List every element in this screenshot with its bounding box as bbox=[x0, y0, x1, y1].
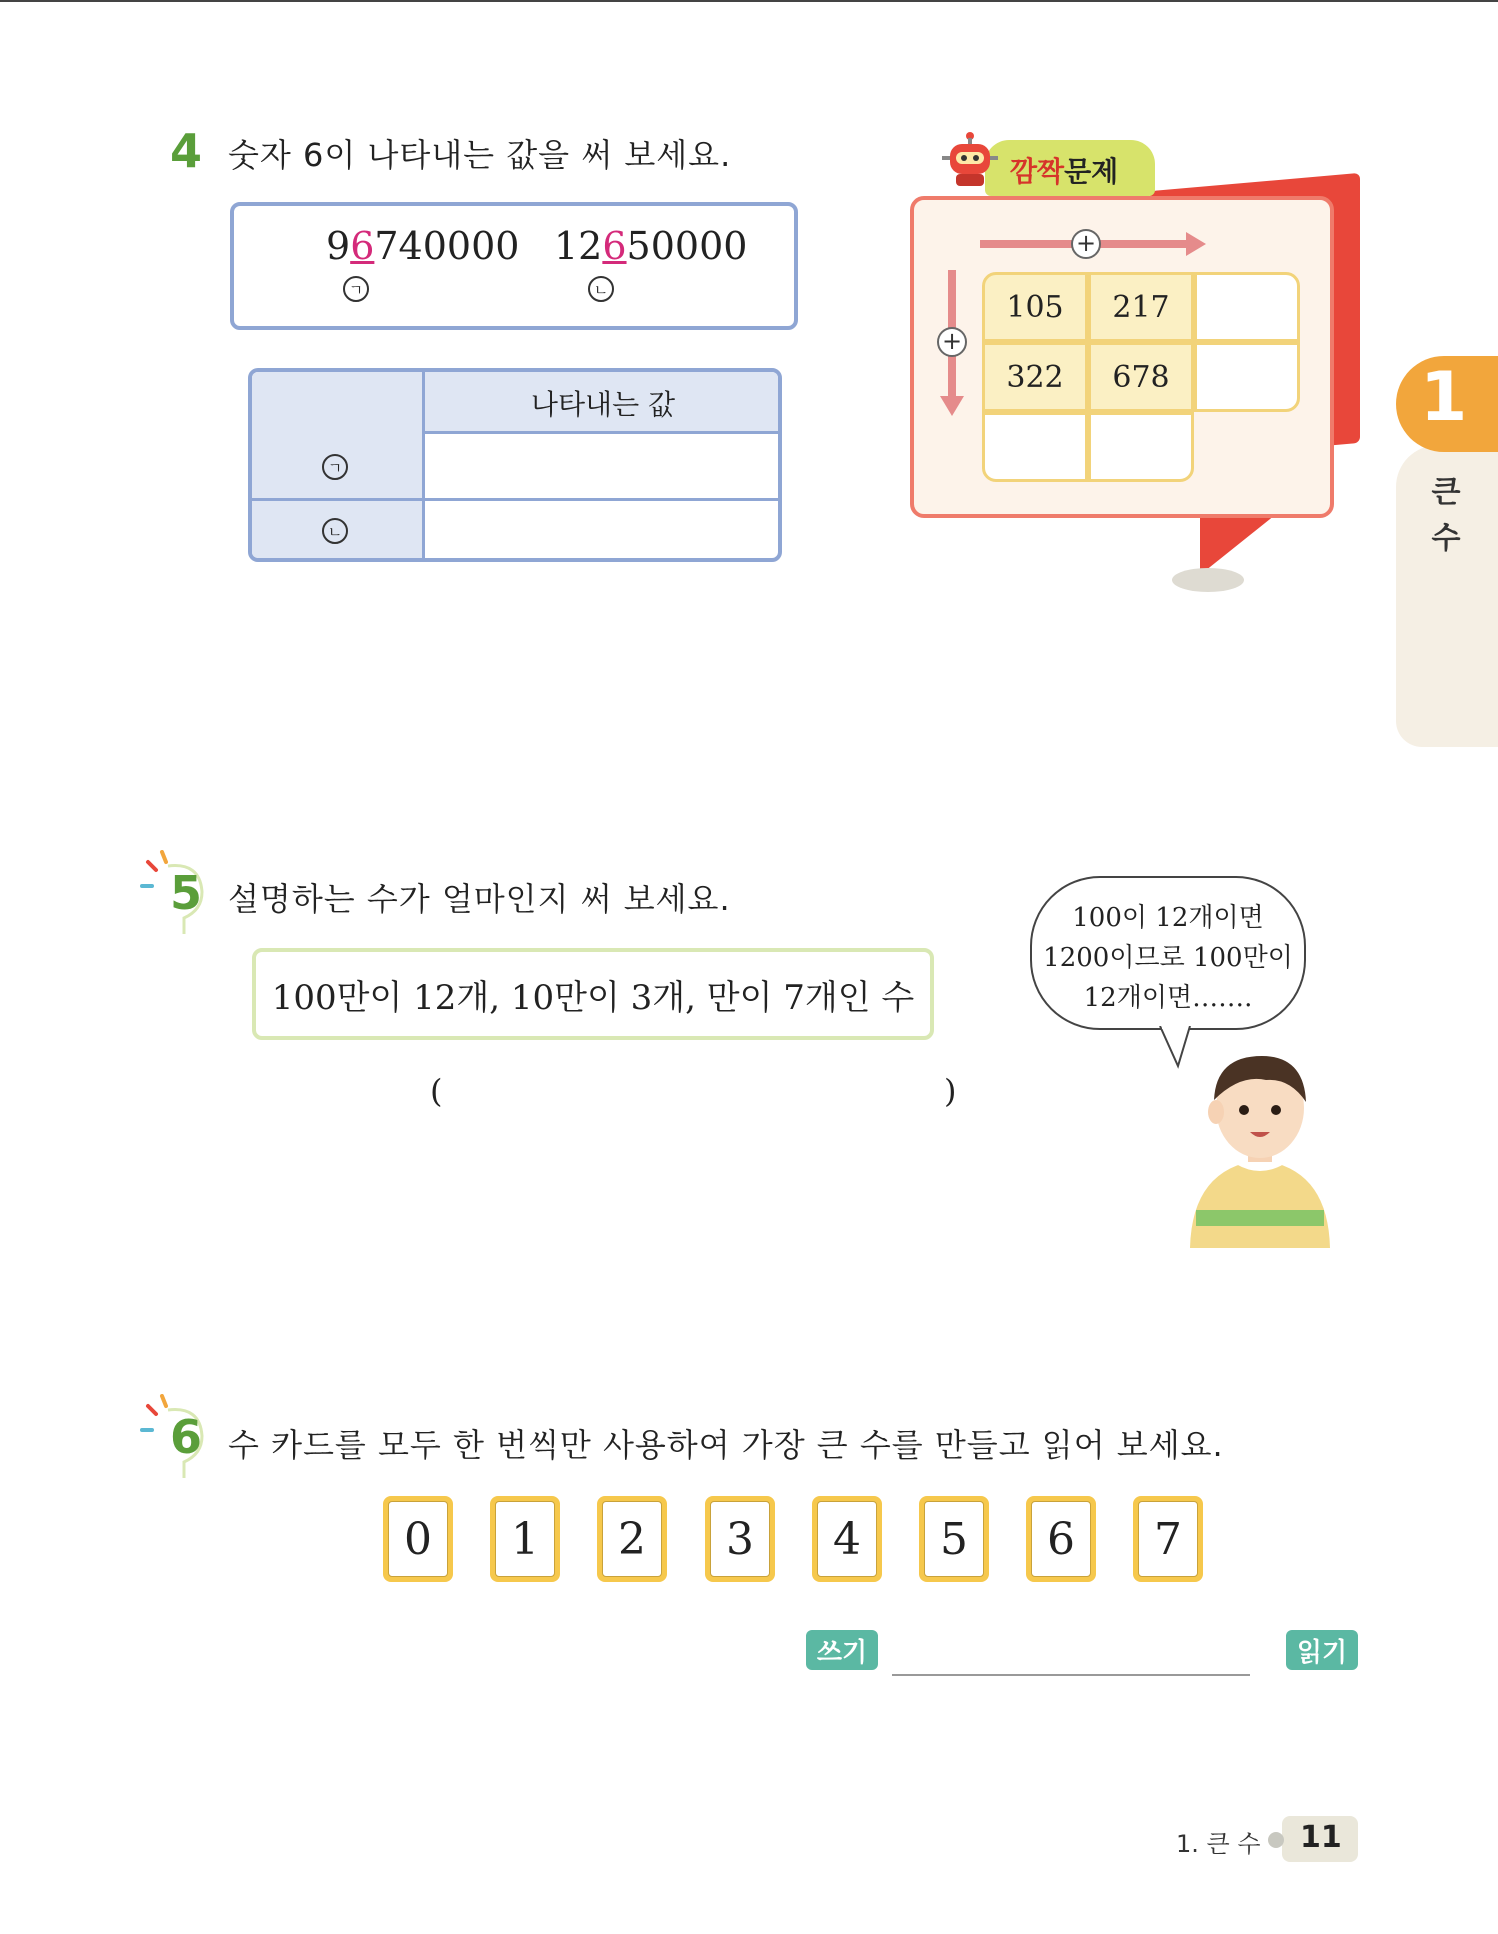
answer-paren-open: ( bbox=[430, 1072, 443, 1110]
number-card[interactable]: 4 bbox=[812, 1496, 882, 1582]
plus-icon: + bbox=[1071, 229, 1101, 259]
grid-cell: 105 bbox=[982, 272, 1088, 342]
surprise-title: 깜짝문제 bbox=[1010, 155, 1119, 188]
row-label-a: ㄱ bbox=[322, 454, 348, 480]
grid-cell: 678 bbox=[1088, 342, 1194, 412]
grid-answer-cell[interactable] bbox=[1194, 342, 1300, 412]
question-6-instruction: 수 카드를 모두 한 번씩만 사용하여 가장 큰 수를 만들고 읽어 보세요. bbox=[228, 1426, 1224, 1464]
boy-character-illustration bbox=[1170, 1038, 1350, 1248]
chapter-number: 1 bbox=[1420, 358, 1468, 437]
surprise-shadow bbox=[1172, 568, 1244, 592]
question-6-number: 6 bbox=[170, 1410, 203, 1464]
number-card[interactable]: 7 bbox=[1133, 1496, 1203, 1582]
grid-answer-cell[interactable] bbox=[1194, 272, 1300, 342]
question-5-instruction: 설명하는 수가 얼마인지 써 보세요. bbox=[228, 880, 731, 918]
plus-icon: + bbox=[937, 327, 967, 357]
answer-cell-b[interactable] bbox=[426, 502, 778, 560]
description-box: 100만이 12개, 10만이 3개, 만이 7개인 수 bbox=[252, 948, 934, 1040]
value-table-header: 나타내는 값 bbox=[530, 388, 676, 421]
footer-dot bbox=[1268, 1832, 1284, 1848]
highlighted-digit-b: 6 bbox=[602, 224, 627, 268]
question-4-number: 4 bbox=[170, 124, 203, 178]
row-label-b: ㄴ bbox=[322, 518, 348, 544]
answer-blank[interactable] bbox=[460, 1066, 940, 1114]
footer-chapter-title: 1. 큰 수 bbox=[1176, 1830, 1261, 1858]
number-card[interactable]: 0 bbox=[383, 1496, 453, 1582]
write-answer-line[interactable] bbox=[892, 1674, 1250, 1676]
read-label-tag: 읽기 bbox=[1286, 1630, 1358, 1670]
question-5-number: 5 bbox=[170, 866, 203, 920]
grid-answer-cell[interactable] bbox=[1088, 412, 1194, 482]
number-card[interactable]: 6 bbox=[1026, 1496, 1096, 1582]
page-number: 11 bbox=[1300, 1820, 1342, 1855]
number-a: 96740000 bbox=[326, 224, 520, 268]
number-b: 12650000 bbox=[554, 224, 748, 268]
down-arrow-icon bbox=[940, 396, 964, 416]
grid-cell: 217 bbox=[1088, 272, 1194, 342]
label-b-circle: ㄴ bbox=[588, 276, 614, 302]
number-card[interactable]: 3 bbox=[705, 1496, 775, 1582]
right-arrow-icon bbox=[1186, 232, 1206, 256]
value-table bbox=[248, 368, 782, 562]
answer-cell-a[interactable] bbox=[426, 438, 778, 496]
number-card[interactable]: 2 bbox=[597, 1496, 667, 1582]
grid-cell: 322 bbox=[982, 342, 1088, 412]
robot-icon bbox=[942, 130, 998, 192]
answer-paren-close: ) bbox=[944, 1072, 957, 1110]
label-a-circle: ㄱ bbox=[343, 276, 369, 302]
highlighted-digit-a: 6 bbox=[350, 224, 375, 268]
write-label-tag: 쓰기 bbox=[806, 1630, 878, 1670]
top-rule bbox=[0, 0, 1498, 2]
number-card[interactable]: 5 bbox=[919, 1496, 989, 1582]
question-4-instruction: 숫자 6이 나타내는 값을 써 보세요. bbox=[228, 136, 732, 174]
addition-grid bbox=[982, 272, 1302, 482]
chapter-label: 큰 수 bbox=[1431, 475, 1461, 556]
grid-answer-cell[interactable] bbox=[982, 412, 1088, 482]
speech-bubble-text: 100이 12개이면 1200이므로 100만이 12개이면……. bbox=[1043, 903, 1293, 1013]
number-card[interactable]: 1 bbox=[490, 1496, 560, 1582]
